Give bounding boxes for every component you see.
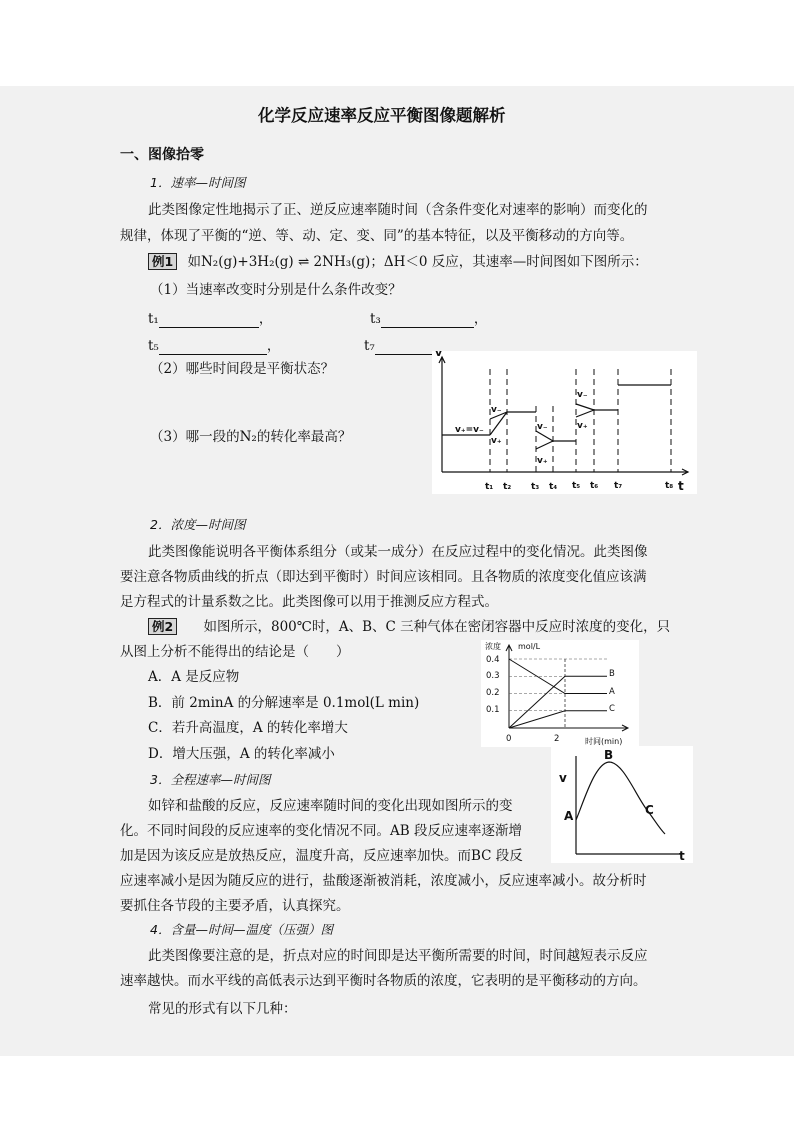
paragraph-line: 要注意各物质曲线的折点（即达到平衡时）时间应该相同。且各物质的浓度变化值应该满 bbox=[120, 569, 647, 585]
y-axis-label: v bbox=[559, 771, 567, 785]
blank-label: t₇ bbox=[364, 338, 375, 354]
paragraph-line: 此类图像要注意的是，折点对应的时间即是达平衡所需要的时间，时间越短表示反应 bbox=[148, 948, 648, 964]
y-axis-unit: mol/L bbox=[518, 642, 541, 651]
paragraph-line: 常见的形式有以下几种： bbox=[148, 1001, 297, 1017]
v-plus-label: v₊ bbox=[577, 421, 588, 431]
tick-t5: t₅ bbox=[572, 481, 581, 491]
answer-blank-t1: t₁ ， bbox=[148, 311, 273, 327]
x-axis-label: t bbox=[678, 479, 684, 493]
paragraph-line: 如锌和盐酸的反应，反应速率随时间的变化出现如图所示的变 bbox=[148, 798, 513, 814]
v-plus-seg-2 bbox=[536, 441, 553, 449]
v-plus-label: v₊ bbox=[491, 436, 502, 446]
tick-t3: t₃ bbox=[531, 482, 540, 492]
answer-line bbox=[159, 340, 267, 355]
question-2: （2）哪些时间段是平衡状态？ bbox=[150, 361, 335, 377]
v-plus-label: v₊ bbox=[537, 456, 548, 466]
blank-label: t₃ bbox=[370, 311, 381, 327]
v-minus-label: v₋ bbox=[577, 390, 588, 400]
equal-rate-label: v₊=v₋ bbox=[455, 425, 484, 435]
section-heading: 一、图像拾零 bbox=[120, 147, 204, 163]
answer-line bbox=[381, 313, 474, 328]
x-tick-label: 0 bbox=[506, 734, 512, 744]
option-a: A．A 是反应物 bbox=[148, 669, 240, 685]
option-c: C．若升高温度，A 的转化率增大 bbox=[148, 720, 348, 736]
v-minus-seg-2 bbox=[536, 431, 553, 441]
blank-label: t₁ bbox=[148, 311, 159, 327]
paragraph-line: 加是因为该反应是放热反应，温度升高，反应速率加快。而BC 段反 bbox=[120, 848, 523, 864]
page-title: 化学反应速率反应平衡图像题解析 bbox=[258, 106, 506, 125]
rate-time-figure bbox=[432, 351, 697, 494]
answer-blank-t3: t₃ ， bbox=[370, 311, 488, 327]
paragraph-line: 此类图像定性地揭示了正、逆反应速率随时间（含条件变化对速率的影响）而变化的 bbox=[148, 202, 648, 218]
tick-t6: t₆ bbox=[590, 481, 599, 491]
subheading-rate-time: 1．速率—时间图 bbox=[150, 175, 246, 190]
paragraph-line: 此类图像能说明各平衡体系组分（或某一成分）在反应过程中的变化情况。此类图像 bbox=[148, 544, 648, 560]
blank-label: t₅ bbox=[148, 338, 159, 354]
example-2 bbox=[148, 618, 670, 636]
y-tick-label: 0.4 bbox=[486, 655, 500, 665]
paragraph-line: 足方程式的计量系数之比。此类图像可以用于推测反应方程式。 bbox=[120, 594, 498, 610]
option-b: B．前 2minA 的分解速率是 0.1mol(L min) bbox=[148, 695, 420, 711]
tick-t7: t₇ bbox=[614, 481, 623, 491]
v-minus-label: v₋ bbox=[537, 422, 548, 432]
question-3: （3）哪一段的N₂的转化率最高？ bbox=[150, 429, 352, 445]
answer-blank-t5: t₅ ， bbox=[148, 338, 281, 354]
paragraph-line: 速率越快。而水平线的高低表示达到平衡时各物质的浓度，它表明的是平衡移动的方向。 bbox=[120, 973, 647, 989]
y-axis-label: 浓度 bbox=[485, 642, 501, 651]
paragraph-line: 化。不同时间段的反应速率的变化情况不同。AB 段反应速率逐渐增 bbox=[120, 823, 522, 839]
series-label-b: B bbox=[609, 669, 615, 679]
tick-t1: t₁ bbox=[485, 482, 494, 492]
example-text: 如图所示，800℃时，A、B、C 三种气体在密闭容器中反应时浓度的变化，只 bbox=[203, 619, 671, 635]
v-minus-seg-3 bbox=[576, 404, 594, 410]
y-axis-label: v bbox=[435, 351, 443, 359]
option-d: D．增大压强，A 的转化率减小 bbox=[148, 746, 335, 762]
full-rate-time-figure bbox=[551, 746, 693, 863]
example-1 bbox=[148, 253, 648, 271]
y-tick-label: 0.3 bbox=[486, 671, 500, 681]
x-tick-label: 2 bbox=[554, 734, 560, 744]
series-line-b bbox=[509, 676, 607, 728]
question-1: （1）当速率改变时分别是什么条件改变？ bbox=[150, 282, 402, 298]
example-text: 从图上分析不能得出的结论是（ ） bbox=[120, 644, 350, 660]
example-text: 如N₂(g)+3H₂(g) ⇌ 2NH₃(g)；ΔH＜0 反应，其速率—时间图如下图所示： bbox=[187, 254, 648, 270]
paragraph-line: 要抓住各节段的主要矛盾，认真探究。 bbox=[120, 898, 350, 914]
answer-line bbox=[159, 313, 259, 328]
subheading-content-time-temperature: 4．含量—时间—温度（压强）图 bbox=[150, 922, 333, 937]
series-line-c bbox=[509, 711, 607, 728]
series-label-a: A bbox=[609, 687, 615, 697]
example-label: 例2 bbox=[148, 618, 177, 635]
x-axis-label: 时间(min) bbox=[585, 737, 623, 746]
v-minus-label: v₋ bbox=[491, 405, 502, 415]
point-b-label: B bbox=[604, 748, 614, 762]
rate-curve bbox=[576, 762, 665, 834]
paragraph-line: 规律，体现了平衡的“逆、等、动、定、变、同”的基本特征，以及平衡移动的方向等。 bbox=[120, 228, 634, 244]
example-label: 例1 bbox=[148, 253, 177, 270]
x-axis-label: t bbox=[679, 849, 685, 863]
point-c-label: C bbox=[645, 803, 654, 817]
y-tick-label: 0.1 bbox=[486, 705, 500, 715]
tick-t2: t₂ bbox=[503, 482, 512, 492]
v-plus-seg-3 bbox=[576, 410, 594, 417]
point-a-label: A bbox=[564, 809, 574, 823]
subheading-full-rate-time: 3．全程速率—时间图 bbox=[150, 772, 271, 787]
subheading-concentration-time: 2．浓度—时间图 bbox=[150, 517, 246, 532]
series-label-c: C bbox=[609, 704, 615, 714]
tick-t8: t₈ bbox=[665, 481, 674, 491]
concentration-time-chart bbox=[481, 640, 639, 747]
y-tick-label: 0.2 bbox=[486, 688, 500, 698]
paragraph-line: 应速率减小是因为随反应的进行，盐酸逐渐被消耗，浓度减小，反应速率减小。故分析时 bbox=[120, 873, 647, 889]
tick-t4: t₄ bbox=[549, 482, 558, 492]
